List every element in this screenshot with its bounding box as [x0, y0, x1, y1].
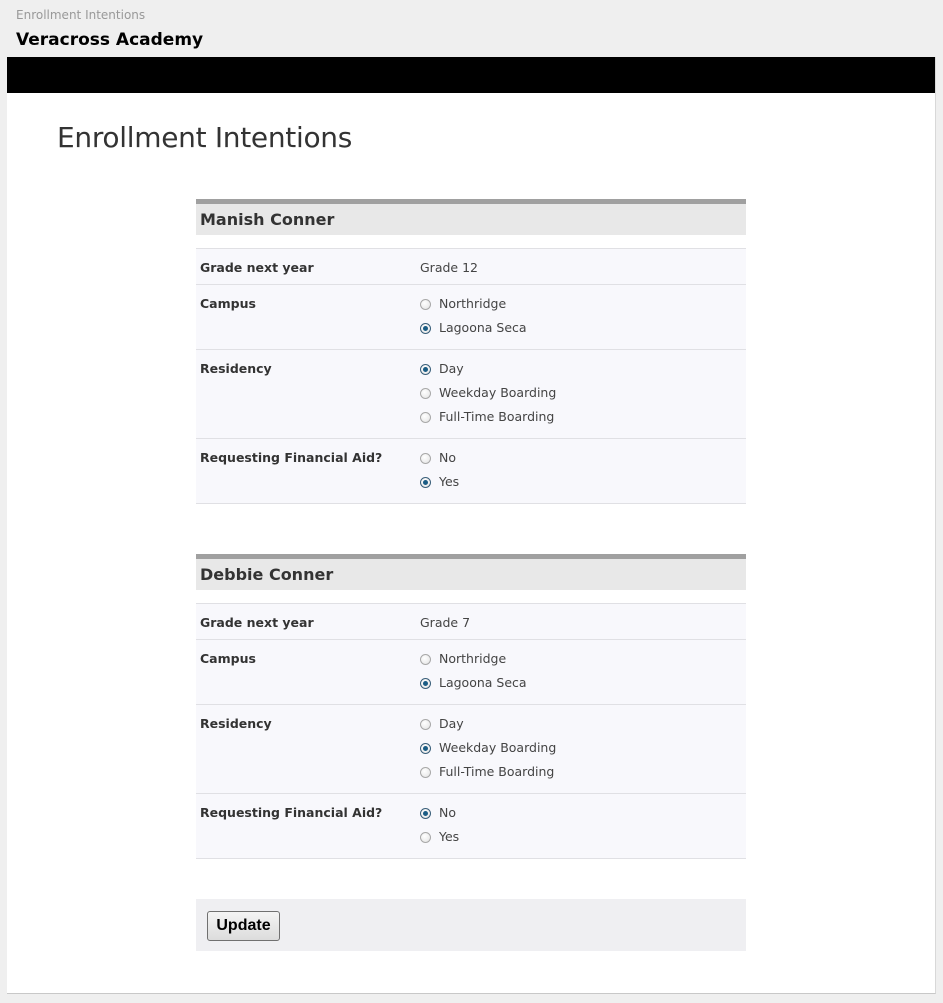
field-label: Grade next year [200, 615, 314, 630]
radio-option[interactable] [420, 381, 556, 405]
radio-button[interactable] [420, 832, 431, 843]
form-actions [196, 899, 746, 951]
breadcrumb: Enrollment Intentions [16, 8, 146, 22]
radio-option[interactable] [420, 316, 527, 340]
radio-label[interactable]: Northridge [439, 651, 507, 666]
grade-value: Grade 7 [420, 615, 471, 630]
radio-label[interactable]: Northridge [439, 296, 507, 311]
radio-button[interactable] [420, 678, 431, 689]
radio-label[interactable]: Day [439, 361, 464, 376]
radio-option[interactable] [420, 405, 556, 429]
radio-button[interactable] [420, 323, 431, 334]
radio-button[interactable] [420, 477, 431, 488]
student-name: Debbie Conner [196, 554, 746, 590]
radio-button[interactable] [420, 412, 431, 423]
radio-label[interactable]: Full-Time Boarding [439, 409, 555, 424]
radio-button[interactable] [420, 388, 431, 399]
radio-option[interactable] [420, 446, 459, 470]
radio-button[interactable] [420, 719, 431, 730]
radio-group [420, 446, 459, 494]
grade-row [196, 603, 746, 639]
grade-value: Grade 12 [420, 260, 478, 275]
radio-option[interactable] [420, 712, 556, 736]
radio-button[interactable] [420, 364, 431, 375]
field-label: Grade next year [200, 260, 314, 275]
question-row [196, 284, 746, 349]
radio-label[interactable]: No [439, 450, 456, 465]
radio-label[interactable]: Weekday Boarding [439, 740, 557, 755]
question-row [196, 639, 746, 704]
page-title: Enrollment Intentions [57, 121, 353, 154]
radio-option[interactable] [420, 760, 556, 784]
question-row [196, 704, 746, 793]
field-label: Requesting Financial Aid? [200, 450, 383, 465]
radio-group [420, 292, 527, 340]
radio-label[interactable]: Weekday Boarding [439, 385, 557, 400]
main-panel [7, 57, 936, 994]
radio-option[interactable] [420, 357, 556, 381]
student-fields [196, 603, 746, 859]
radio-label[interactable]: Lagoona Seca [439, 675, 527, 690]
header-bar [7, 57, 935, 93]
radio-option[interactable] [420, 801, 459, 825]
update-button[interactable]: Update [207, 911, 280, 941]
radio-button[interactable] [420, 299, 431, 310]
radio-label[interactable]: Yes [439, 474, 460, 489]
field-label: Campus [200, 296, 256, 311]
radio-option[interactable] [420, 470, 459, 494]
question-row [196, 438, 746, 504]
radio-group [420, 647, 527, 695]
field-label: Requesting Financial Aid? [200, 805, 383, 820]
radio-group [420, 712, 556, 784]
grade-row [196, 248, 746, 284]
radio-group [420, 357, 556, 429]
radio-button[interactable] [420, 743, 431, 754]
question-row [196, 349, 746, 438]
enrollment-form [196, 199, 746, 951]
radio-label[interactable]: Full-Time Boarding [439, 764, 555, 779]
radio-button[interactable] [420, 453, 431, 464]
radio-option[interactable] [420, 292, 527, 316]
student-fields [196, 248, 746, 504]
field-label: Campus [200, 651, 256, 666]
school-name: Veracross Academy [16, 30, 204, 50]
radio-option[interactable] [420, 671, 527, 695]
field-label: Residency [200, 716, 272, 731]
field-label: Residency [200, 361, 272, 376]
radio-option[interactable] [420, 825, 459, 849]
student-section [196, 199, 746, 504]
radio-button[interactable] [420, 654, 431, 665]
question-row [196, 793, 746, 859]
radio-group [420, 801, 459, 849]
radio-button[interactable] [420, 808, 431, 819]
student-section [196, 554, 746, 859]
radio-option[interactable] [420, 647, 527, 671]
radio-label[interactable]: Day [439, 716, 464, 731]
radio-option[interactable] [420, 736, 556, 760]
radio-label[interactable]: Yes [439, 829, 460, 844]
radio-label[interactable]: No [439, 805, 456, 820]
student-name: Manish Conner [196, 199, 746, 235]
radio-label[interactable]: Lagoona Seca [439, 320, 527, 335]
radio-button[interactable] [420, 767, 431, 778]
